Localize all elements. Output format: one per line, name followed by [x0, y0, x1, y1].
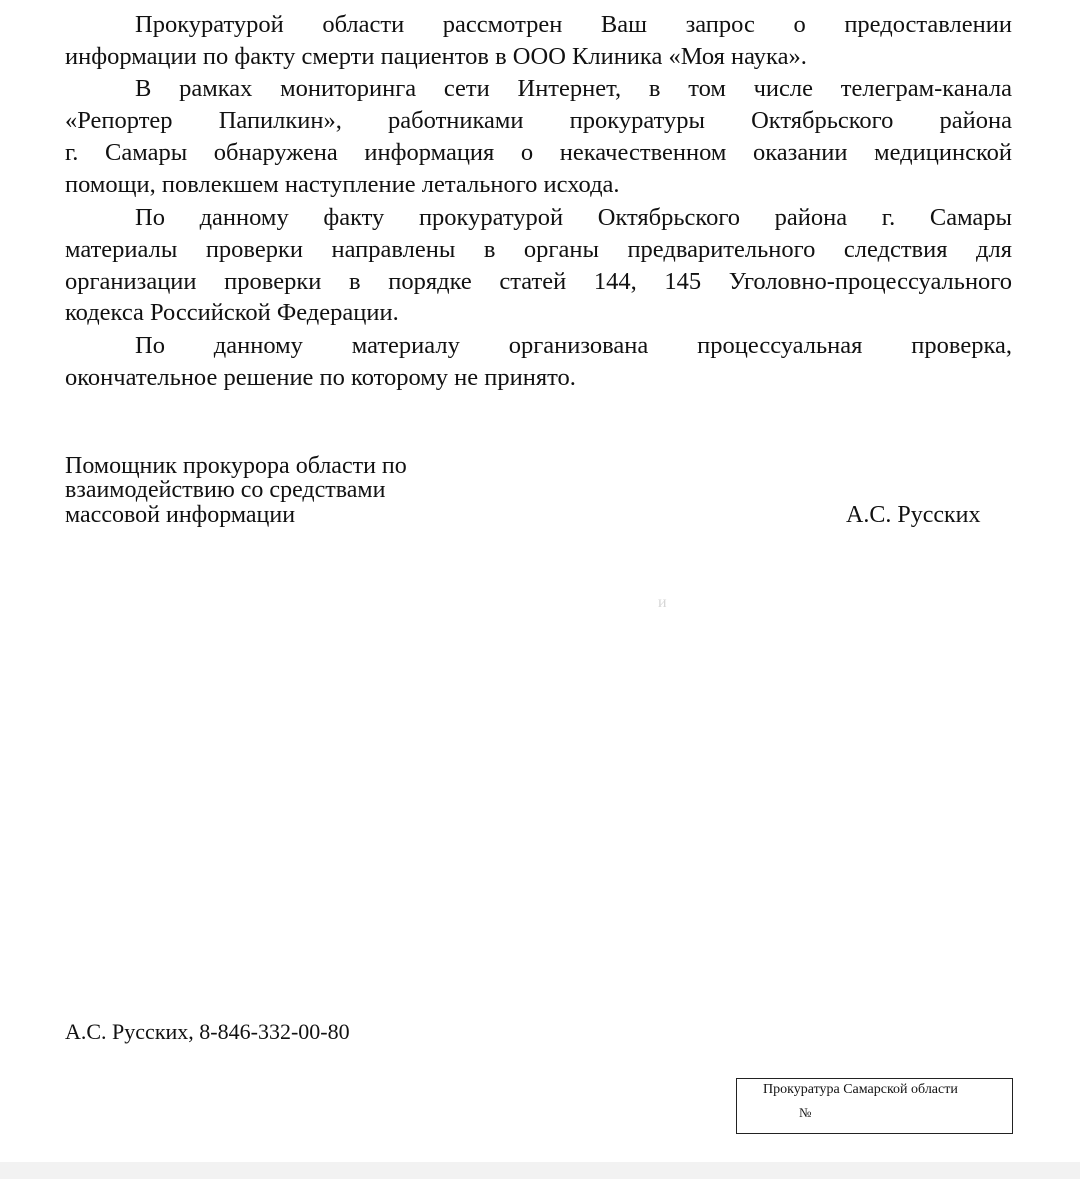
paragraph-4-line-1: По данному материалу организована процессуальная проверка,: [135, 332, 1012, 359]
paragraph-1-line-1: Прокуратурой области рассмотрен Ваш запрос о предоставлении: [135, 11, 1012, 38]
signatory-name: А.С. Русских: [846, 502, 981, 528]
paragraph-2-line-3: г. Самары обнаружена информация о некачественном оказании медицинской: [65, 139, 1012, 166]
stamp-number-label: №: [799, 1105, 812, 1120]
stamp-title: Прокуратура Самарской области: [763, 1082, 958, 1097]
paragraph-3-line-3: организации проверки в порядке статей 144, 145 Уголовно-процессуального: [65, 268, 1012, 295]
paragraph-3-line-1: По данному факту прокуратурой Октябрьского района г. Самары: [135, 204, 1012, 231]
signatory-position-line-2: взаимодействию со средствами: [65, 477, 386, 503]
contact-info: А.С. Русских, 8-846-332-00-80: [65, 1019, 350, 1044]
signatory-position-line-3: массовой информации: [65, 502, 296, 528]
paragraph-3-line-4: кодекса Российской Федерации.: [65, 299, 399, 326]
paragraph-3-line-2: материалы проверки направлены в органы предварительного следствия для: [65, 236, 1012, 263]
paragraph-4-line-2: окончательное решение по которому не принято.: [65, 364, 576, 391]
signatory-position-line-1: Помощник прокурора области по: [65, 453, 407, 479]
paragraph-2-line-1: В рамках мониторинга сети Интернет, в том числе телеграм-канала: [135, 75, 1012, 102]
registration-stamp-box: [736, 1078, 1013, 1134]
paragraph-1-line-2: информации по факту смерти пациентов в ООО Клиника «Моя наука».: [65, 43, 807, 70]
paragraph-2-line-2: «Репортер Папилкин», работниками прокуратуры Октябрьского района: [65, 107, 1012, 134]
faint-mark: и: [658, 594, 667, 611]
page-bottom-band: [0, 1162, 1080, 1179]
paragraph-2-line-4: помощи, повлекшем наступление летального исхода.: [65, 171, 620, 198]
